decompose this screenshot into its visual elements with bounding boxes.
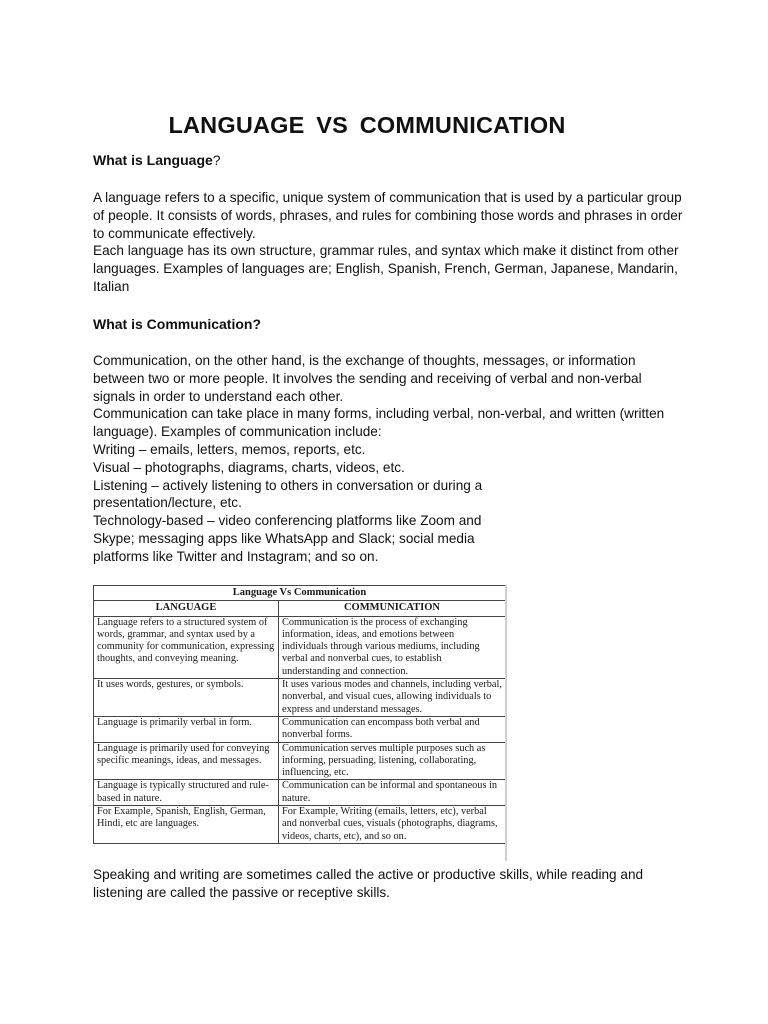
table-cell: Communication is the process of exchanging information, ideas, and emotions between individuals through various mediums, including verbal and nonverbal cues, to establish understanding and connection. bbox=[279, 616, 506, 678]
closing-paragraph: Speaking and writing are sometimes called the active or productive skills, while reading and listening are called the passive or receptive skills. bbox=[93, 867, 644, 900]
figure-edge-divider bbox=[505, 585, 507, 861]
communication-heading: What is Communication? bbox=[93, 316, 261, 332]
table-cell: Language refers to a structured system of words, grammar, and syntax used by a community for communication, expressing thoughts, and conveying meaning. bbox=[94, 616, 279, 678]
example-visual: Visual – photographs, diagrams, charts, videos, etc. bbox=[93, 459, 405, 475]
table-cell: Communication can be informal and spontaneous in nature. bbox=[279, 780, 506, 806]
table-cell: For Example, Writing (emails, letters, etc), verbal and nonverbal cues, visuals (photographs, diagrams, videos, charts, etc), and so on. bbox=[279, 806, 506, 844]
language-body bbox=[93, 189, 683, 296]
table-row bbox=[94, 679, 506, 717]
header-communication: COMMUNICATION bbox=[279, 601, 506, 616]
communication-paragraph-2: Communication can take place in many forms, including verbal, non-verbal, and written (written language). Examples of communication include: bbox=[93, 406, 665, 440]
table-row bbox=[94, 716, 506, 742]
table-header-row bbox=[94, 601, 506, 616]
table-cell: Language is typically structured and rule-based in nature. bbox=[94, 780, 279, 806]
table-caption: Language Vs Communication bbox=[93, 585, 506, 600]
language-heading bbox=[93, 152, 683, 170]
example-listening: Listening – actively listening to others in conversation or during a presentation/lecture, etc. bbox=[93, 477, 483, 511]
communication-section bbox=[93, 316, 683, 334]
communication-paragraph-1: Communication, on the other hand, is the exchange of thoughts, messages, or information between two or more people. It involves the sending and receiving of verbal and non-verbal signals in order to understand each other. bbox=[93, 353, 642, 404]
language-paragraph-2: Each language has its own structure, grammar rules, and syntax which make it distinct from other languages. Examples of languages are; English, Spanish, French, German, Japanese, Mandarin, Italian bbox=[93, 243, 679, 294]
example-writing: Writing – emails, letters, memos, reports, etc. bbox=[93, 441, 366, 457]
language-paragraph-1: A language refers to a specific, unique system of communication that is used by a particular group of people. It consists of words, phrases, and rules for combining those words and phrases in order to communicate effectively. bbox=[93, 190, 683, 241]
table-cell: Language is primarily used for conveying specific meanings, ideas, and messages. bbox=[94, 742, 279, 780]
table-cell: Language is primarily verbal in form. bbox=[94, 716, 279, 742]
closing-section bbox=[93, 866, 683, 902]
language-heading-bold: What is Language bbox=[93, 152, 213, 168]
document-title: LANGUAGE VS COMMUNICATION bbox=[168, 112, 566, 138]
example-technology: Technology-based – video conferencing platforms like Zoom and Skype; messaging apps like WhatsApp and Slack; social media platforms like Twitter and Instagram; and so on. bbox=[93, 513, 482, 564]
table-cell: Communication serves multiple purposes such as informing, persuading, listening, collaborating, influencing, etc. bbox=[279, 742, 506, 780]
table-row bbox=[94, 616, 506, 678]
table-row bbox=[94, 780, 506, 806]
table-cell: For Example, Spanish, English, German, Hindi, etc are languages. bbox=[94, 806, 279, 844]
comparison-table-figure bbox=[93, 585, 506, 861]
language-heading-tail: ? bbox=[212, 152, 221, 168]
table-row bbox=[94, 742, 506, 780]
comparison-table bbox=[93, 585, 506, 844]
table-cell: It uses words, gestures, or symbols. bbox=[94, 679, 279, 717]
language-section bbox=[93, 152, 683, 170]
table-row bbox=[94, 806, 506, 844]
header-language: LANGUAGE bbox=[94, 601, 279, 616]
table-cell: Communication can encompass both verbal and nonverbal forms. bbox=[279, 716, 506, 742]
table-cell: It uses various modes and channels, including verbal, nonverbal, and visual cues, allowing individuals to express and understand messages. bbox=[279, 679, 506, 717]
communication-body bbox=[93, 352, 683, 566]
